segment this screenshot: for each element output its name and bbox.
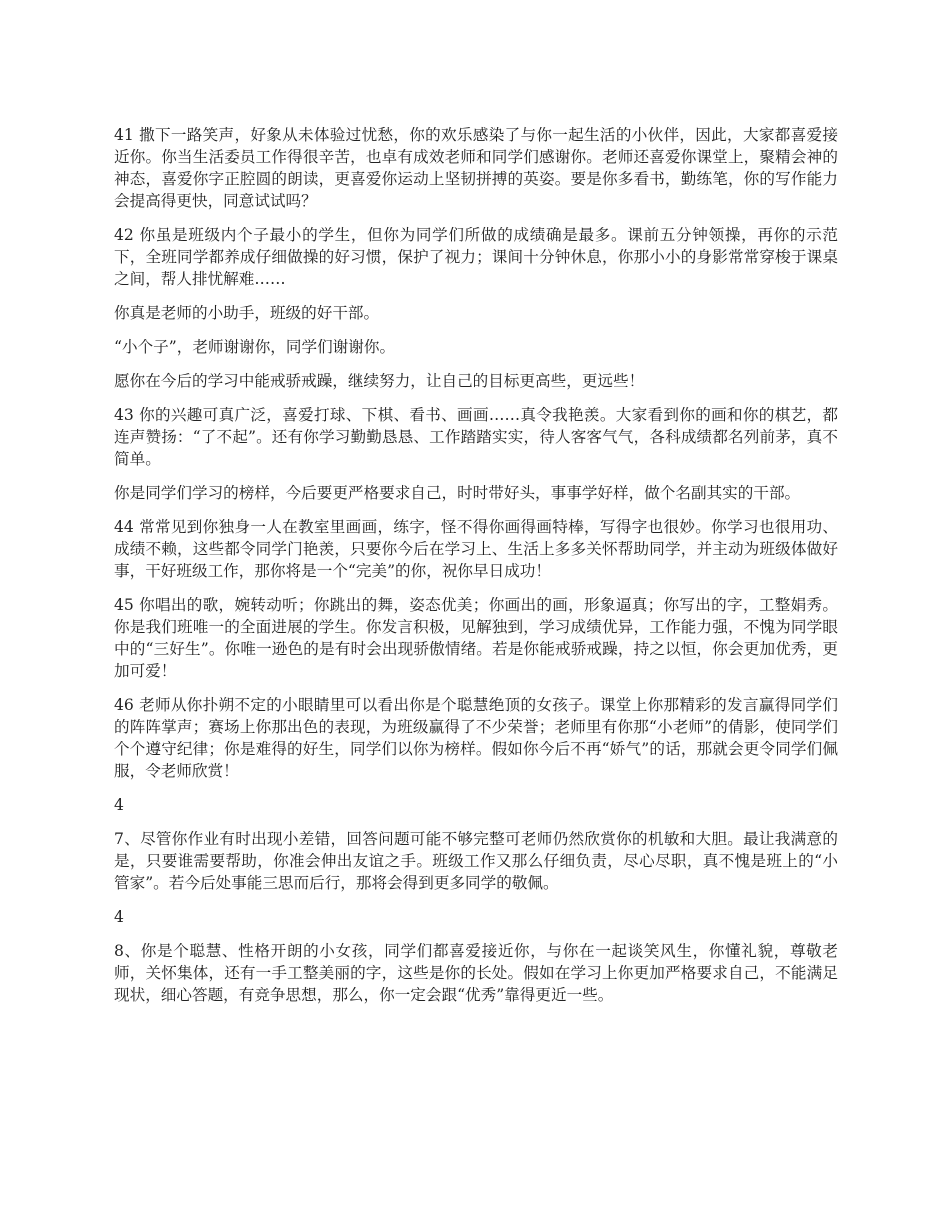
paragraph-42-line-3: “小个子”，老师谢谢你，同学们谢谢你。 bbox=[114, 338, 396, 356]
paragraph-44: 44 常常见到你独身一人在教室里画画，练字，怪不得你画得画特棒，写得字也很妙。你学习也很用功、成绩不赖，这些都令同学门艳羡，只要你今后在学习上、生活上多多关怀帮助同学，并主动为班级体做好事，干好班级工作，那你将是一个“完美”的你，祝你早日成功！ bbox=[114, 518, 838, 580]
paragraph-43-line-2: 你是同学们学习的榜样，今后要更严格要求自己，时时带好头，事事学好样，做个名副其实的干部。 bbox=[114, 484, 801, 502]
paragraph-42-line-2: 你真是老师的小助手，班级的好干部。 bbox=[114, 304, 380, 322]
paragraph-8: 8、你是个聪慧、性格开朗的小女孩，同学们都喜爱接近你，与你在一起谈笑风生，你懂礼貌，尊敬老师，关怀集体，还有一手工整美丽的字，这些是你的长处。假如在学习上你更加严格要求自己，不能满足现状，细心答题，有竞争思想，那么，你一定会跟“优秀”靠得更近一些。 bbox=[114, 942, 838, 1004]
paragraph-42-line-4: 愿你在今后的学习中能戒骄戒躁，继续努力，让自己的目标更高些，更远些！ bbox=[114, 372, 645, 390]
section-number-4b: 4 bbox=[114, 908, 124, 926]
paragraph-7: 7、尽管你作业有时出现小差错，回答问题可能不够完整可老师仍然欣赏你的机敏和大胆。最让我满意的是，只要谁需要帮助，你准会伸出友谊之手。班级工作又那么仔细负责，尽心尽职，真不愧是班上的“小管家”。若今后处事能三思而后行，那将会得到更多同学的敬佩。 bbox=[114, 830, 838, 892]
paragraph-43: 43 你的兴趣可真广泛，喜爱打球、下棋、看书、画画……真令我艳羡。大家看到你的画和你的棋艺，都连声赞扬：“了不起”。还有你学习勤勤恳恳、工作踏踏实实，待人客客气气，各科成绩都名列前茅，真不简单。 bbox=[114, 406, 838, 468]
paragraph-42: 42 你虽是班级内个子最小的学生，但你为同学们所做的成绩确是最多。课前五分钟领操，再你的示范下，全班同学都养成仔细做操的好习惯，保护了视力；课间十分钟休息，你那小小的身影常常穿梭于课桌之间，帮人排忧解难…… bbox=[114, 226, 838, 288]
paragraph-45: 45 你唱出的歌，婉转动听；你跳出的舞，姿态优美；你画出的画，形象逼真；你写出的字，工整娟秀。你是我们班唯一的全面进展的学生。你发言积极，见解独到，学习成绩优异，工作能力强，不愧为同学眼中的“三好生”。你唯一逊色的是有时会出现骄傲情绪。若是你能戒骄戒躁，持之以恒，你会更加优秀，更加可爱！ bbox=[114, 596, 838, 680]
paragraph-46: 46 老师从你扑朔不定的小眼睛里可以看出你是个聪慧绝顶的女孩子。课堂上你那精彩的发言赢得同学们的阵阵掌声；赛场上你那出色的表现，为班级赢得了不少荣誉；老师里有你那“小老师”的倩影，使同学们个个遵守纪律；你是难得的好生，同学们以你为榜样。假如你今后不再“娇气”的话，那就会更令同学们佩服，令老师欣赏！ bbox=[114, 696, 838, 780]
section-number-4a: 4 bbox=[114, 796, 124, 814]
document-page bbox=[114, 124, 838, 1018]
paragraph-41: 41 撒下一路笑声，好象从未体验过忧愁，你的欢乐感染了与你一起生活的小伙伴，因此，大家都喜爱接近你。你当生活委员工作得很辛苦，也卓有成效老师和同学们感谢你。老师还喜爱你课堂上，聚精会神的神态，喜爱你字正腔圆的朗读，更喜爱你运动上坚韧拼搏的英姿。要是你多看书，勤练笔，你的写作能力会提高得更快，同意试试吗？ bbox=[114, 126, 838, 210]
